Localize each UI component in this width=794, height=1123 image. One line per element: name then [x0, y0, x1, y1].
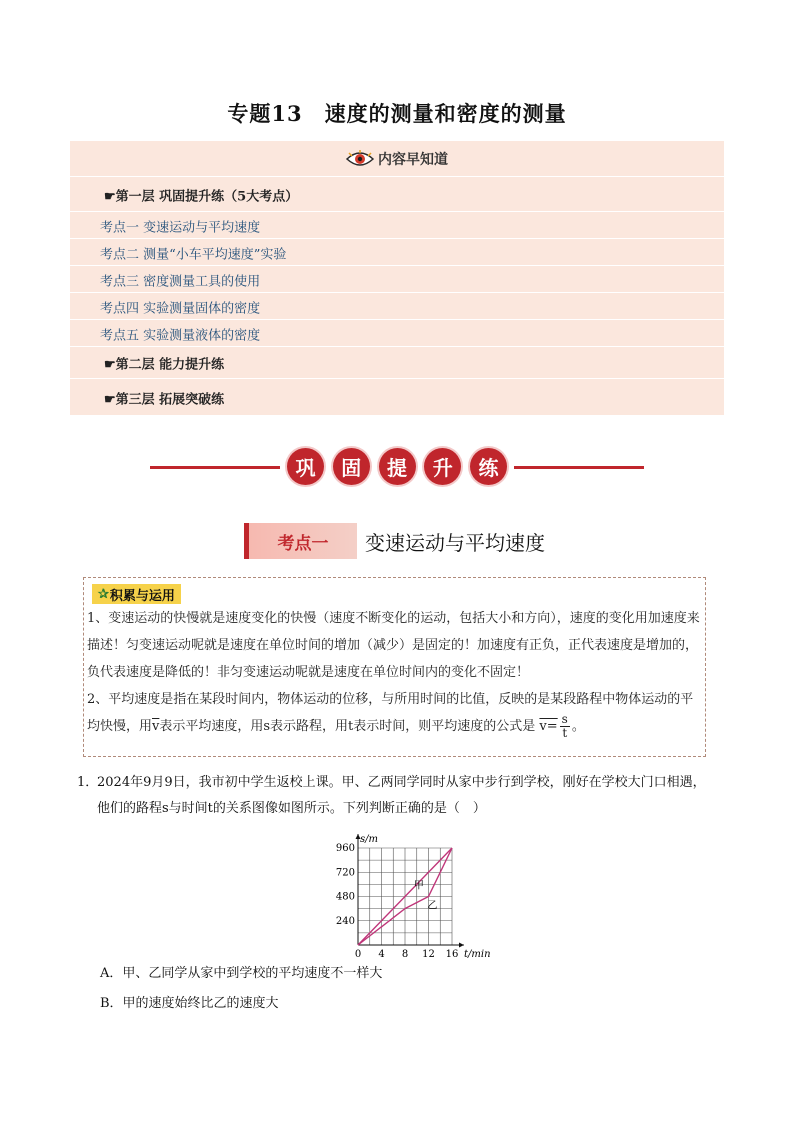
question-number: 1．	[77, 775, 99, 790]
banner-char: 巩	[287, 448, 324, 485]
x-tick-label: 0	[354, 949, 362, 960]
x-axis-arrow	[459, 943, 464, 948]
option-b[interactable]: B．甲的速度始终比乙的速度大	[100, 996, 279, 1011]
toc-panel	[70, 141, 724, 415]
toc-row-level[interactable]	[70, 378, 724, 416]
toc-row-point[interactable]	[70, 211, 724, 239]
toc-row-label: 考点三 密度测量工具的使用	[100, 274, 261, 289]
x-tick-label: 8	[401, 949, 409, 960]
banner-char: 升	[424, 448, 461, 485]
v-bar: $\overline{v}$	[152, 719, 160, 734]
knowledge-p2-a: 2、平均速度是指在某段时间内，物体运动的位移，与所用时间的比值，反映的是某段路程中物体运动的平均快慢，用	[87, 692, 694, 734]
series-label-2: 乙	[427, 900, 438, 912]
knowledge-box	[83, 577, 706, 757]
st-chart	[332, 822, 492, 960]
section-banner	[150, 448, 644, 488]
formula-denominator: t	[562, 726, 568, 740]
series-label-1: 甲	[413, 880, 424, 892]
question-1	[77, 770, 717, 822]
knowledge-p2-b: 表示平均速度，用s表示路程，用t表示时间，则平均速度的公式是	[159, 719, 536, 734]
y-tick-label: 720	[335, 867, 355, 879]
formula-fraction	[560, 713, 570, 740]
formula-numerator: s	[561, 712, 568, 726]
x-tick-label: 12	[422, 949, 435, 960]
y-tick-label: 240	[335, 915, 355, 927]
eye-icon	[346, 150, 374, 168]
knowledge-header-label: 积累与运用	[109, 588, 175, 604]
toc-row-label: ☛第一层 巩固提升练（5大考点）	[104, 189, 299, 204]
kaodian-tag: 考点一	[244, 523, 357, 559]
toc-row-level[interactable]	[70, 346, 724, 379]
toc-row-label: 考点二 测量“小车平均速度”实验	[100, 247, 287, 262]
toc-row-point[interactable]	[70, 292, 724, 320]
toc-row-point[interactable]	[70, 319, 724, 347]
toc-row-label: ☛第二层 能力提升练	[104, 357, 225, 373]
st-chart-svg	[332, 822, 492, 960]
page-title: 专题13 速度的测量和密度的测量	[227, 101, 567, 126]
toc-row-point[interactable]	[70, 238, 724, 266]
star-icon: ✰	[98, 586, 109, 602]
x-axis-label: t/min	[464, 949, 491, 960]
y-tick-label: 960	[335, 843, 355, 854]
knowledge-paragraph-1: 1、变速运动的快慢就是速度变化的快慢（速度不断变化的运动，包括大小和方向），速度的变化用加速度来描述！匀变速运动呢就是速度在单位时间的增加（减少）是固定的！加速度有正负，正代表速度是增加的，负代表速度是降低的！非匀变速运动呢就是速度在单位时间内的变化不固定！	[87, 611, 700, 680]
formula-lhs: v=	[539, 719, 558, 734]
formula-end: 。	[571, 719, 585, 734]
toc-row-point[interactable]	[70, 265, 724, 293]
banner-char: 练	[470, 448, 507, 485]
option-a[interactable]: A．甲、乙同学从家中到学校的平均速度不一样大	[100, 966, 383, 981]
toc-row-label: 考点四 实验测量固体的密度	[100, 301, 261, 316]
toc-row-label: ☛第三层 拓展突破练	[104, 392, 225, 407]
toc-header-label: 内容早知道	[378, 151, 448, 168]
x-tick-label: 16	[445, 949, 459, 960]
knowledge-header	[92, 584, 181, 604]
banner-char: 提	[379, 448, 416, 485]
kaodian-title: 变速运动与平均速度	[365, 530, 545, 555]
toc-row-level[interactable]	[70, 176, 724, 212]
toc-header	[70, 141, 724, 176]
toc-row-label: 考点五 实验测量液体的密度	[100, 328, 261, 343]
banner-line-right	[514, 466, 644, 469]
banner-char: 固	[333, 448, 370, 485]
toc-row-label: 考点一 变速运动与平均速度	[100, 220, 261, 235]
y-axis-label: s/m	[360, 834, 378, 845]
banner-line-left	[150, 466, 280, 469]
x-tick-label: 4	[378, 949, 385, 960]
question-text: 2024年9月9日，我市初中学生返校上课。甲、乙两同学同时从家中步行到学校，刚好在学校大门口相遇，他们的路程s与时间t的关系图像如图所示。下列判断正确的是（ ）	[97, 775, 706, 816]
knowledge-paragraph-2	[87, 686, 701, 740]
y-tick-label: 480	[335, 891, 355, 903]
kaodian-heading	[244, 523, 545, 559]
